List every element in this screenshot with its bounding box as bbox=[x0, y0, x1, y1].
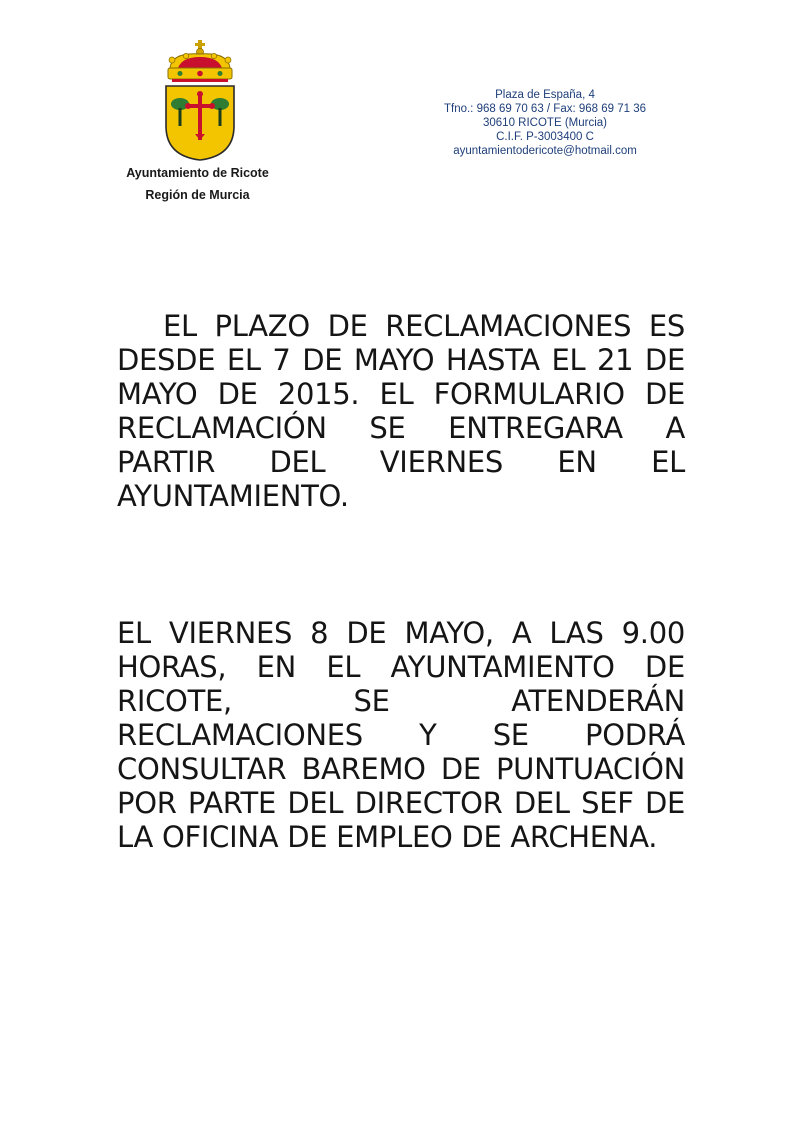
organization-name: Ayuntamiento de Ricote bbox=[126, 166, 269, 180]
notice-paragraph-claims-attention: EL VIERNES 8 DE MAYO, A LAS 9.00 HORAS, EN EL AYUNTAMIENTO DE RICOTE, SE ATENDERÁN RECLAMACIONES Y SE PODRÁ CONSULTAR BAREMO DE PUNTUACIÓN POR PARTE DEL DIRECTOR DEL SEF DE LA OFICINA DE EMPLEO DE ARCHENA. bbox=[117, 616, 685, 854]
contact-block bbox=[400, 88, 690, 158]
contact-email: ayuntamientodericote@hotmail.com bbox=[453, 145, 637, 157]
coat-of-arms-icon bbox=[160, 38, 240, 163]
organization-region: Región de Murcia bbox=[145, 188, 250, 202]
contact-city: 30610 RICOTE (Murcia) bbox=[483, 117, 607, 129]
contact-phone-fax: Tfno.: 968 69 70 63 / Fax: 968 69 71 36 bbox=[443, 103, 647, 115]
contact-cif: C.I.F. P-3003400 C bbox=[496, 131, 594, 143]
notice-paragraph-claims-period: EL PLAZO DE RECLAMACIONES ES DESDE EL 7 DE MAYO HASTA EL 21 DE MAYO DE 2015. EL FORMULARIO DE RECLAMACIÓN SE ENTREGARA A PARTIR DEL VIERNES EN EL AYUNTAMIENTO. bbox=[117, 309, 685, 513]
contact-address: Plaza de España, 4 bbox=[495, 89, 595, 101]
